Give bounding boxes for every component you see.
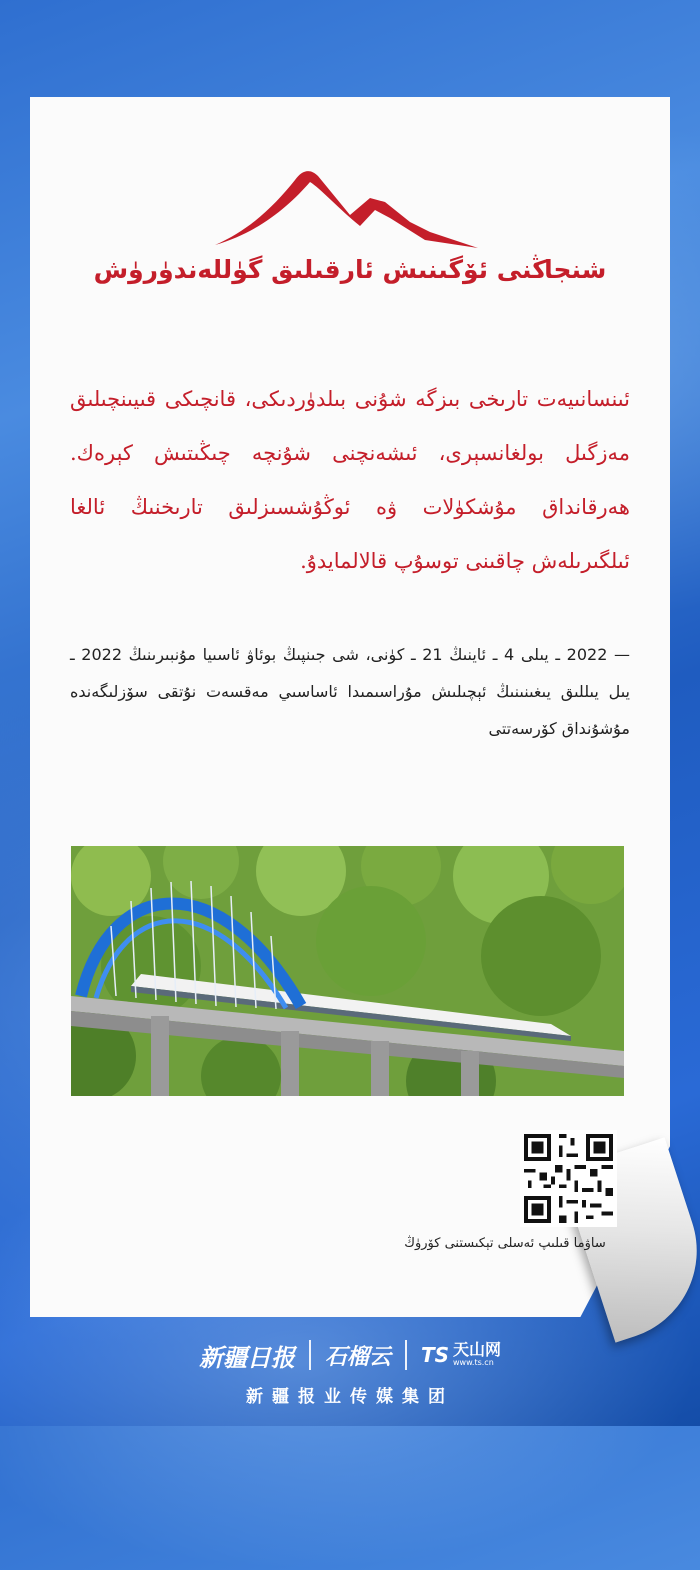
tianshan-logo-icon: TS: [420, 1343, 450, 1367]
group-name: 新疆报业传媒集团: [246, 1387, 454, 1407]
brand-tianshan-net[interactable]: [421, 1342, 501, 1368]
brand-shiliuyun[interactable]: 石榴云: [324, 1344, 391, 1370]
brand-xinjiang-daily[interactable]: 新疆日报: [198, 1342, 295, 1372]
divider: [309, 1340, 311, 1370]
divider: [405, 1340, 407, 1370]
tianshan-name: 天山网: [453, 1340, 502, 1359]
page-title: شنجاڭنى ئۆگىنىش ئارقىلىق گۈللەندۈرۈش: [93, 255, 607, 284]
tianshan-url: www.ts.cn: [453, 1358, 494, 1367]
quote-text: ئىنسانىيەت تارىخى بىزگە شۇنى بىلدۈردىكى، قانچىكى قىيىنچىلىق مەزگىل بولغانسېرى، ئىشەنچنى شۇنچە چىڭىتىش كېرەك. ھەرقانداق مۇشكۈلات ۋە ئوڭۇشسىزلىق تارىخنىڭ ئالغا ئىلگىرىلەش چاقىنى توسۇپ قالالمايدۇ.: [70, 387, 630, 573]
tianshan-text: [453, 1342, 501, 1368]
bridge-train-photo: [71, 846, 624, 1096]
quote-source: — 2022 ـ يىلى 4 ـ ئاينىڭ 21 ـ كۈنى، شى جىنپىڭ بوئاۋ ئاسىيا مۇنبىرىنىڭ 2022 ـ يىل يىللىق يىغىنىنىڭ ئېچىلىش مۇراسىمىدا ئاساسىي مەقسەت نۇتقى سۆزلىگەندە مۇشۇنداق كۆرسەتتى: [70, 645, 630, 738]
mountain-logo-icon: [210, 160, 480, 250]
qr-caption: ساۋما قىلىپ ئەسلى تېكىستنى كۆرۈڭ: [404, 1236, 606, 1251]
qr-code[interactable]: [520, 1130, 617, 1227]
footer-brands: [170, 1332, 530, 1378]
